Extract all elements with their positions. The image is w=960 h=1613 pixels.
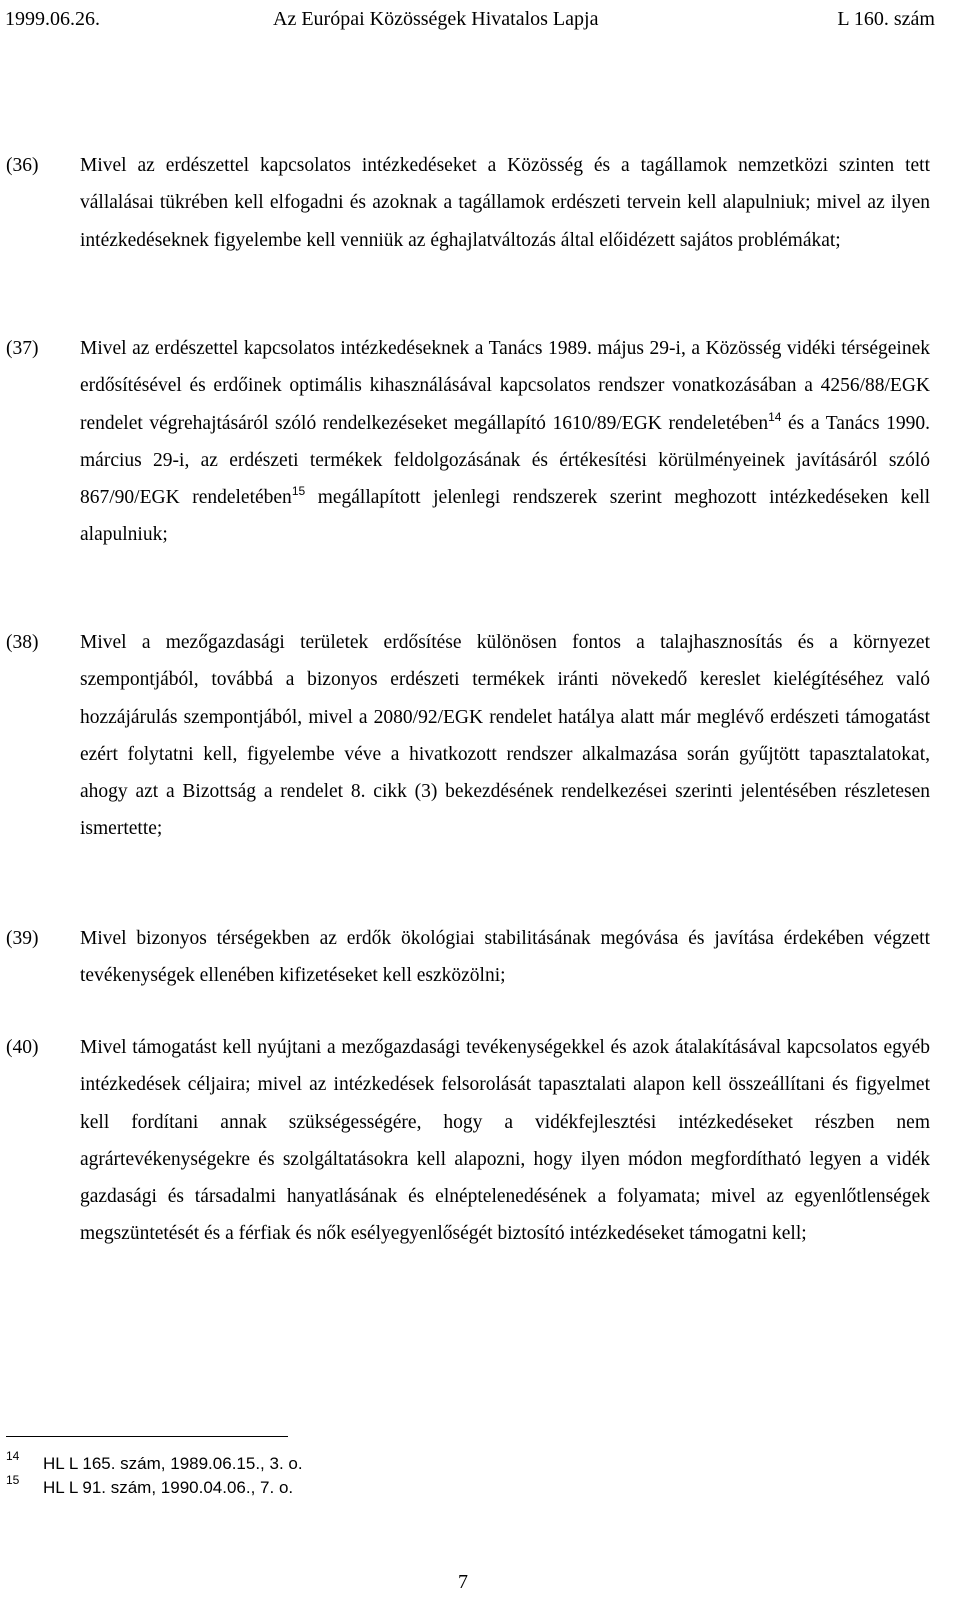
recital-text-part: Mivel bizonyos térségekben az erdők ökológiai stabilitásának megóvása és javítása érdekében végzett tevékenységek ellenében kifizetéseket kell eszközölni; <box>80 928 930 987</box>
footnote-mark: 15 <box>6 1473 20 1487</box>
recital-38 <box>6 624 930 848</box>
recital-40 <box>6 1029 930 1253</box>
recital-text-part: Mivel támogatást kell nyújtani a mezőgazdasági tevékenységekkel és azok átalakításával kapcsolatos egyéb intézkedések céljaira; mivel az intézkedések felsorolását tapasztalati alapon kell összeállítani és figyelmet kell fordítani annak szükségességére, hogy a vidékfejlesztési intézkedéseket részben nem agrártevékenységekre és szolgáltatásokra kell alapozni, hogy ilyen módon megfordítható legyen a vidék gazdasági és társadalmi hanyatlásának és elnéptelenedésének a folyamata; mivel az egyenlőtlenségek megszüntetését és a férfiak és nők esélyegyenlőségét biztosító intézkedéseket támogatni kell; <box>80 1037 930 1245</box>
recital-text-part: Mivel a mezőgazdasági területek erdősítése különösen fontos a talajhasznosítás és a környezet szempontjából, továbbá a bizonyos erdészeti termékek iránti növekedő kereslet kielégítéséhez való hozzájárulás szempontjából, mivel a 2080/92/EGK rendelet hatálya alatt már meglévő erdészeti támogatást ezért folytatni kell, figyelembe véve a hivatkozott rendszer alkalmazása során gyűjtött tapasztalatokat, ahogy azt a Bizottság a rendelet 8. cikk (3) bekezdésének rendelkezései szerinti jelentésében részletesen ismertette; <box>80 632 930 840</box>
recital-text-part: megállapított jelenlegi rendszerek szerint meghozott intézkedéseken kell alapulniuk; <box>80 487 931 546</box>
recital-text <box>80 147 930 259</box>
footnote-ref-15[interactable]: 15 <box>291 484 306 499</box>
recital-text <box>80 920 930 995</box>
recital-text <box>80 1029 930 1253</box>
recital-37 <box>6 330 930 554</box>
header-journal-title: Az Európai Közösségek Hivatalos Lapja <box>273 8 599 30</box>
recital-39 <box>6 920 930 995</box>
footnote-ref-14[interactable]: 14 <box>768 409 782 424</box>
recital-number: (37) <box>6 338 39 359</box>
recital-number: (40) <box>6 1037 39 1058</box>
recital-text-part: és a Tanács 1990. március 29-i, az erdészeti termékek feldolgozásának és értékesítési körülményeinek javításáról szóló 867/90/EGK rendeletében <box>80 412 930 509</box>
recital-text <box>80 330 930 554</box>
header-issue-number: L 160. szám <box>837 8 935 30</box>
page-number: 7 <box>458 1571 468 1593</box>
recital-text-part: Mivel az erdészettel kapcsolatos intézkedéseket a Közösség és a tagállamok nemzetközi szinten tett vállalásai tükrében kell elfogadni és azoknak a tagállamok erdészeti tervein kell alapulniuk; mivel az ilyen intézkedéseknek figyelembe kell venniük az éghajlatváltozás által előidézett sajátos problémákat; <box>80 155 930 251</box>
recital-text <box>80 624 930 848</box>
recital-number: (38) <box>6 632 39 653</box>
recital-text-part: Mivel az erdészettel kapcsolatos intézkedéseknek a Tanács 1989. május 29-i, a Közösség vidéki térségeinek erdősítésével és erdőinek optimális kihasználásával kapcsolatos rendszer vonatkozásában a 4256/88/EGK rendelet végrehajtásáról szóló rendelkezéseket megállapító 1610/89/EGK rendeletében <box>80 338 930 434</box>
recital-36 <box>6 147 930 259</box>
recital-number: (39) <box>6 928 39 949</box>
footnote-mark: 14 <box>6 1449 20 1463</box>
footnote-text: HL L 91. szám, 1990.04.06., 7. o. <box>43 1478 294 1497</box>
page-header <box>5 6 935 34</box>
footnote-text: HL L 165. szám, 1989.06.15., 3. o. <box>43 1454 303 1473</box>
footnote-separator <box>6 1436 288 1437</box>
recital-number: (36) <box>6 155 39 176</box>
header-date: 1999.06.26. <box>5 8 100 30</box>
